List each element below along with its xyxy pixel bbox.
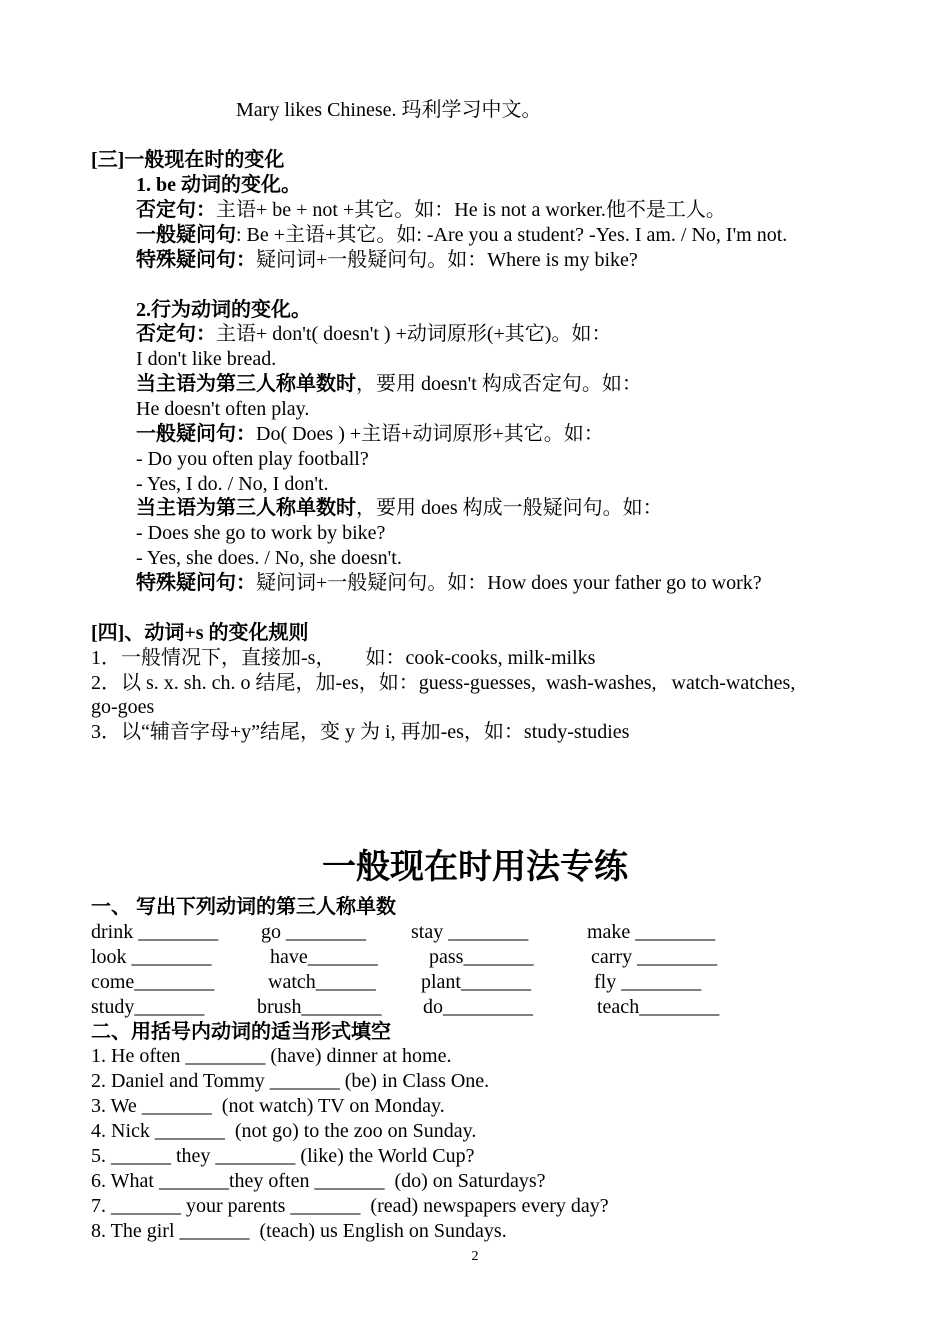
verb-blank: study_______ — [91, 996, 205, 1018]
rule-2-continued: go-goes — [91, 696, 155, 718]
verb-blank: fly ________ — [594, 971, 702, 993]
text: 主语+ be + not +其它。如：He is not a worker.他不是工人。 — [216, 199, 726, 221]
verb-blank: drink ________ — [91, 921, 219, 943]
page-number: 2 — [471, 1249, 479, 1264]
verb-blank: do_________ — [423, 996, 533, 1018]
example: - Do you often play football? — [136, 448, 369, 470]
label: 当主语为第三人称单数时 — [136, 497, 356, 519]
sentence-item: 5. ______ they ________ (like) the World Cup? — [91, 1145, 475, 1167]
intro-example: Mary likes Chinese. 玛利学习中文。 — [236, 99, 542, 121]
sentence-item: 3. We _______ (not watch) TV on Monday. — [91, 1095, 445, 1117]
action-verb-title: 2.行为动词的变化。 — [136, 299, 311, 321]
verb-question-rule — [136, 422, 604, 446]
sentence-item: 1. He often ________ (have) dinner at home. — [91, 1045, 452, 1067]
be-verb-title: 1. be 动词的变化。 — [136, 174, 301, 196]
rule-2: 2．以 s. x. sh. ch. o 结尾，加-es，如：guess-guesses, wash-washes, watch-watches, — [91, 672, 796, 694]
verb-blank: make ________ — [587, 921, 716, 943]
label: 否定句： — [136, 323, 216, 345]
third-person-question-rule — [136, 496, 663, 520]
be-question-rule — [136, 223, 787, 247]
sentence-item: 4. Nick _______ (not go) to the zoo on Sunday. — [91, 1120, 477, 1142]
example: - Yes, I do. / No, I don't. — [136, 473, 329, 495]
verb-blank: look ________ — [91, 946, 212, 968]
practice-title: 一般现在时用法专练 — [322, 849, 628, 886]
text: 疑问词+一般疑问句。如：How does your father go to work? — [256, 572, 762, 594]
text: ，要用 doesn't 构成否定句。如： — [356, 373, 642, 395]
sentence-item: 8. The girl _______ (teach) us English on Sundays. — [91, 1220, 507, 1242]
part-2-heading: 二、用括号内动词的适当形式填空 — [91, 1021, 391, 1043]
verb-blank: stay ________ — [411, 921, 529, 943]
text: ，要用 does 构成一般疑问句。如： — [356, 497, 663, 519]
label: 特殊疑问句： — [136, 249, 256, 271]
part-1-heading: 一、 写出下列动词的第三人称单数 — [91, 896, 396, 918]
verb-wh-question-rule — [136, 571, 762, 595]
example: I don't like bread. — [136, 348, 277, 370]
verb-negative-rule — [136, 322, 611, 346]
verb-blank: come________ — [91, 971, 215, 993]
label: 特殊疑问句： — [136, 572, 256, 594]
text: Do( Does ) +主语+动词原形+其它。如： — [256, 423, 604, 445]
label: 当主语为第三人称单数时 — [136, 373, 356, 395]
label: 一般疑问句 — [136, 224, 236, 246]
example: - Does she go to work by bike? — [136, 522, 386, 544]
sentence-item: 6. What _______they often _______ (do) on Saturdays? — [91, 1170, 546, 1192]
example: - Yes, she does. / No, she doesn't. — [136, 547, 402, 569]
sentence-item: 2. Daniel and Tommy _______ (be) in Class One. — [91, 1070, 490, 1092]
sentence-item: 7. _______ your parents _______ (read) newspapers every day? — [91, 1195, 609, 1217]
text: : Be +主语+其它。如: -Are you a student? -Yes. I am. / No, I'm not. — [236, 224, 788, 246]
text: 疑问词+一般疑问句。如：Where is my bike? — [256, 249, 638, 271]
verb-blank: pass_______ — [429, 946, 534, 968]
example: He doesn't often play. — [136, 398, 310, 420]
verb-blank: watch______ — [268, 971, 376, 993]
verb-blank: have_______ — [270, 946, 378, 968]
rule-1: 1．一般情况下，直接加-s， 如：cook-cooks, milk-milks — [91, 647, 596, 669]
section-3-heading: [三]一般现在时的变化 — [91, 149, 285, 171]
be-wh-question-rule — [136, 248, 638, 272]
verb-blank: plant_______ — [421, 971, 531, 993]
third-person-negative-rule — [136, 372, 642, 396]
verb-blank: go ________ — [261, 921, 366, 943]
text: 主语+ don't( doesn't ) +动词原形(+其它)。如： — [216, 323, 612, 345]
label: 一般疑问句： — [136, 423, 256, 445]
verb-blank: brush________ — [257, 996, 382, 1018]
label: 否定句： — [136, 199, 216, 221]
verb-blank: teach________ — [597, 996, 720, 1018]
rule-3: 3．以“辅音字母+y”结尾，变 y 为 i, 再加-es，如：study-studies — [91, 721, 630, 743]
verb-blank: carry ________ — [591, 946, 718, 968]
section-4-heading: [四]、动词+s 的变化规则 — [91, 622, 309, 644]
be-negative-rule — [136, 198, 726, 222]
